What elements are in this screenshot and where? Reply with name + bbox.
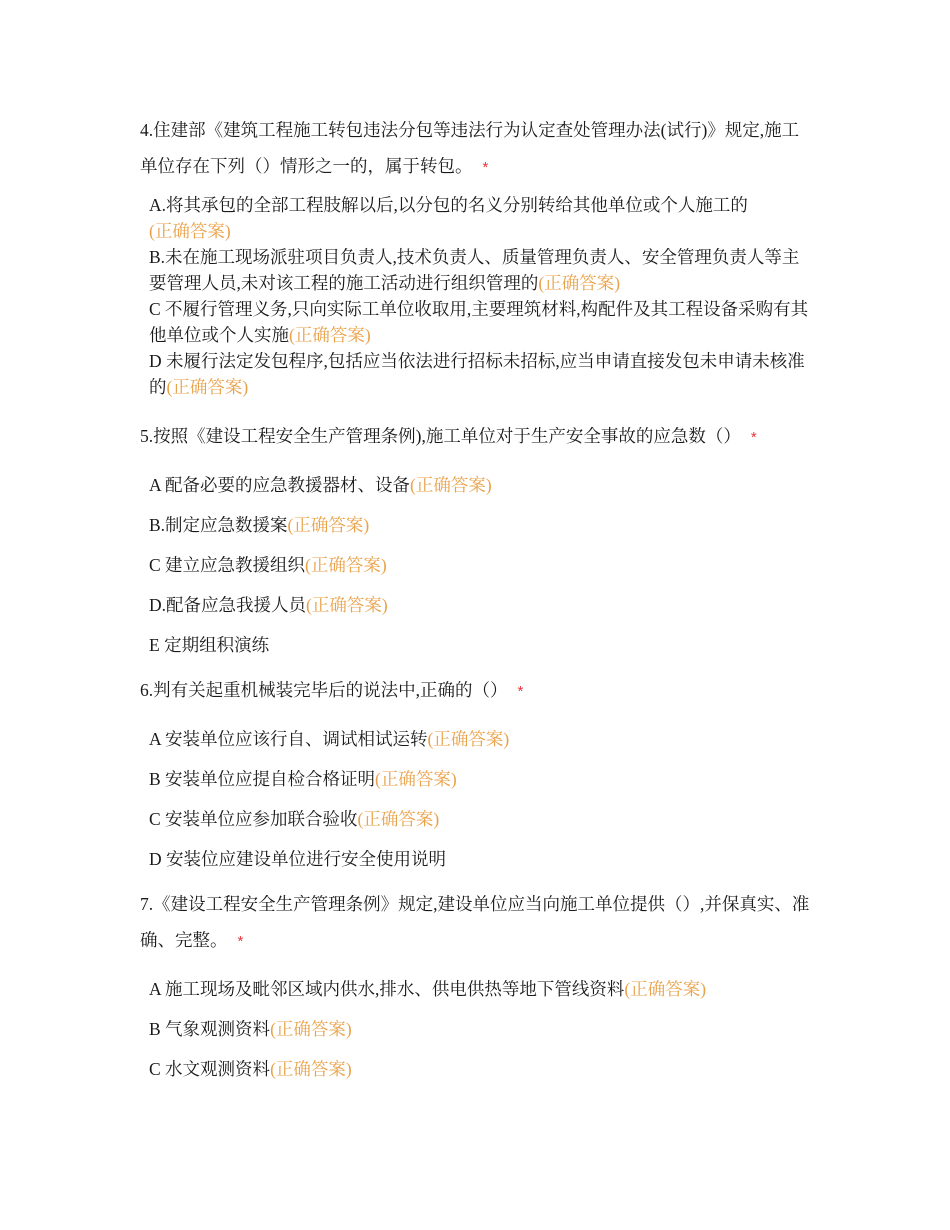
option-text: C 建立应急教援组织 <box>149 555 306 575</box>
question-7 <box>140 886 810 1082</box>
option-text: D 未履行法定发包程序,包括应当依法进行招标未招标,应当申请直接发包未申请未核准的 <box>149 351 805 397</box>
question-text: 按照《建设工程安全生产管理条例),施工单位对于生产安全事故的应急数（） <box>153 426 741 446</box>
option-list <box>140 726 810 872</box>
question-number: 6. <box>140 680 154 700</box>
correct-answer-tag: (正确答案) <box>410 475 492 495</box>
option-a[interactable] <box>149 192 810 244</box>
option-c[interactable] <box>149 1056 810 1082</box>
question-title <box>140 672 810 710</box>
question-text: 判有关起重机械装完毕后的说法中,正确的（） <box>153 680 508 700</box>
option-b[interactable] <box>149 512 810 538</box>
question-number: 5. <box>140 426 154 446</box>
correct-answer-tag: (正确答案) <box>624 979 707 999</box>
question-title <box>140 418 810 456</box>
correct-answer-tag: (正确答案) <box>306 595 388 615</box>
option-a[interactable] <box>149 472 810 498</box>
option-e[interactable] <box>149 632 810 658</box>
option-b[interactable] <box>149 244 810 296</box>
correct-answer-tag: (正确答案) <box>166 377 249 397</box>
option-b[interactable] <box>149 766 810 792</box>
correct-answer-tag: (正确答案) <box>287 515 370 535</box>
required-marker: * <box>750 429 757 446</box>
correct-answer-tag: (正确答案) <box>538 273 621 293</box>
question-number: 7. <box>140 894 154 914</box>
option-text: C 安装单位应参加联合验收 <box>149 809 358 829</box>
option-text: D 安装位应建设单位进行安全使用说明 <box>149 849 447 869</box>
question-text: 住建部《建筑工程施工转包违法分包等违法行为认定查处管理办法(试行)》规定,施工单位存在下列（）情形之一的，属于转包。 <box>140 120 800 176</box>
option-list <box>140 976 810 1082</box>
option-list <box>140 192 810 400</box>
correct-answer-tag: (正确答案) <box>305 555 387 575</box>
option-c[interactable] <box>149 552 810 578</box>
option-d[interactable] <box>149 592 810 618</box>
required-marker: * <box>482 159 489 176</box>
option-d[interactable] <box>149 348 810 400</box>
option-text: B 气象观测资料 <box>149 1019 271 1039</box>
question-text: 《建设工程安全生产管理条例》规定,建设单位应当向施工单位提供（）,并保真实、准确、完整。 <box>140 894 810 950</box>
option-a[interactable] <box>149 976 810 1002</box>
option-b[interactable] <box>149 1016 810 1042</box>
question-6 <box>140 672 810 872</box>
correct-answer-tag: (正确答案) <box>289 325 371 345</box>
question-4 <box>140 112 810 400</box>
required-marker: * <box>517 683 524 700</box>
option-c[interactable] <box>149 806 810 832</box>
option-text: A 安装单位应该行自、调试相试运转 <box>149 729 428 749</box>
correct-answer-tag: (正确答案) <box>149 221 231 241</box>
option-text: A 配备必要的应急教援器材、设备 <box>149 475 411 495</box>
question-title <box>140 112 810 186</box>
option-text: B 安装单位应提自检合格证明 <box>149 769 376 789</box>
required-marker: * <box>237 933 244 950</box>
option-text: A.将其承包的全部工程肢解以后,以分包的名义分别转给其他单位或个人施工的 <box>149 195 748 215</box>
question-5 <box>140 418 810 658</box>
correct-answer-tag: (正确答案) <box>427 729 510 749</box>
option-c[interactable] <box>149 296 810 348</box>
option-text: D.配备应急我援人员 <box>149 595 307 615</box>
option-text: B.制定应急数援案 <box>149 515 288 535</box>
option-text: B.未在施工现场派驻项目负责人,技术负责人、质量管理负责人、安全管理负责人等主要管理人员,未对该工程的施工活动进行组织管理的 <box>149 247 800 293</box>
question-number: 4. <box>140 120 154 140</box>
option-text: C 水文观测资料 <box>149 1059 271 1079</box>
option-text: E 定期组积演练 <box>149 635 270 655</box>
quiz-document <box>140 112 810 1096</box>
option-a[interactable] <box>149 726 810 752</box>
correct-answer-tag: (正确答案) <box>375 769 457 789</box>
correct-answer-tag: (正确答案) <box>270 1059 352 1079</box>
option-text: C 不履行管理义务,只向实际工单位收取用,主要理筑材料,构配件及其工程设备采购有其他单位或个人实施 <box>149 299 809 345</box>
option-text: A 施工现场及毗邻区域内供水,排水、供电供热等地下管线资料 <box>149 979 625 999</box>
option-list <box>140 472 810 658</box>
correct-answer-tag: (正确答案) <box>357 809 440 829</box>
correct-answer-tag: (正确答案) <box>270 1019 352 1039</box>
question-title <box>140 886 810 960</box>
option-d[interactable] <box>149 846 810 872</box>
